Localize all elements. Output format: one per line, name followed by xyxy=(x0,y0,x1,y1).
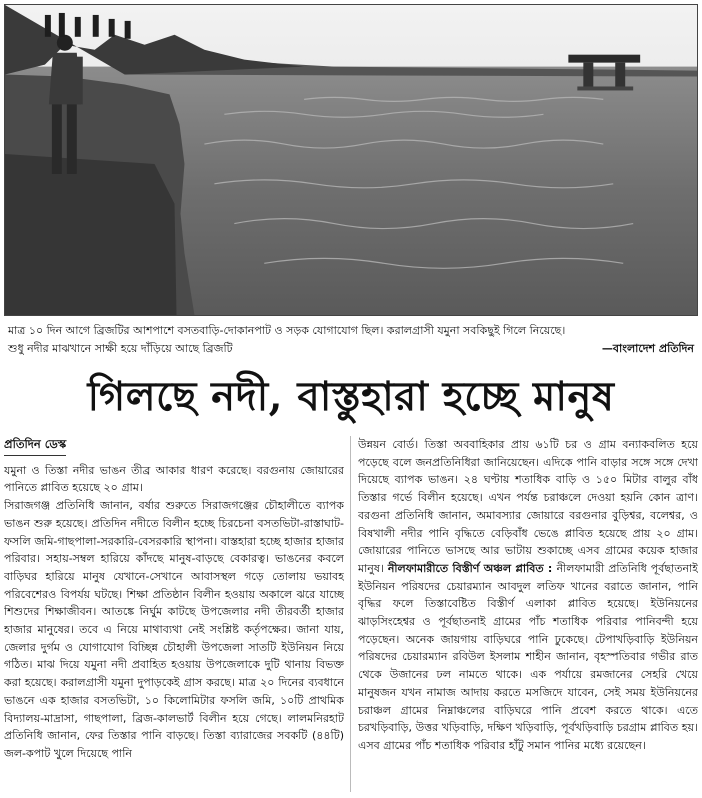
headline: গিলছে নদী, বাস্তুহারা হচ্ছে মানুষ xyxy=(87,373,615,420)
article-column-left xyxy=(4,436,344,792)
news-photo xyxy=(4,4,698,316)
caption-line-1: মাত্র ১০ দিন আগে ব্রিজটির আশপাশে বসতবাড়ি-দোকানপাট ও সড়ক যোগাযোগ ছিল। করালগ্রাসী যমুনা সবকিছুই গিলে নিয়েছে। xyxy=(8,324,566,337)
photo-caption xyxy=(4,320,698,364)
paragraph-intro: যমুনা ও তিস্তা নদীর ভাঙন তীব্র আকার ধারণ করেছে। বরগুনায় জোয়ারের পানিতে প্লাবিত হয়েছে ২০ গ্রাম। xyxy=(4,463,344,495)
subhead-nilphamari: নীলফামারীতে বিস্তীর্ণ অঞ্চল প্লাবিত : xyxy=(387,561,557,575)
paragraph-continued xyxy=(358,436,698,755)
paragraph-teesta: উন্নয়ন বোর্ড। তিস্তা অববাহিকার প্রায় ৬১টি চর ও গ্রাম বন্যাকবলিত হয়ে পড়েছে বলে জনপ্রতিনিধিরা জানিয়েছেন। এদিকে পানি বাড়ার সঙ্গে সঙ্গে দেখা দিয়েছে ব্যাপক ভাঙন। ২৪ ঘণ্টায় শতাধিক বাড়ি ও ১৫০ মিটার বালুর বাঁধ তিস্তার গর্ভে বিলীন হয়েছে। এখন পর্যন্ত চরাঞ্চলে দেওয়া হয়নি কোন ত্রাণ। বরগুনা প্রতিনিধি জানান, অমাবস্যার জোয়ারে বরগুনার বুড়িশ্বর, বলেশ্বর, ও বিষখালী নদীর পানি বৃদ্ধিতে বেড়িবাঁধ ভেঙে প্লাবিত হয়েছে প্রায় ২০ গ্রাম। জোয়ারের পানিতে ভাসছে আর ভাটায় শুকাচ্ছে এসব গ্রামের কয়েক হাজার মানুষ। xyxy=(358,438,698,575)
photo-credit: —বাংলাদেশ প্রতিদিন xyxy=(601,342,694,355)
article-column-right xyxy=(358,436,698,792)
paragraph-sirajganj: সিরাজগঞ্জ প্রতিনিধি জানান, বর্ষার শুরুতে সিরাজগঞ্জের চৌহালীতে ব্যাপক ভাঙন শুরু হয়েছে। প্রতিদিন নদীতে বিলীন হচ্ছে চিরচেনা বসতভিটা-রাস্তাঘাট-ফসলি জমি-গাছপালা-সরকারি-বেসরকারি স্থাপনা। বাস্তহারা হচ্ছে হাজার হাজার পরিবার। সহায়-সম্বল হারিয়ে কাঁদছে মানুষ-বাড়ছে বেকারত্ব। ভাঙনের কবলে বাড়িঘর হারিয়ে মানুষ যেখানে-সেখানে আবাসস্থল গড়ে তোলায় ভয়াবহ পরিবেশেরও বিপর্যয় ঘটছে। শিক্ষা প্রতিষ্ঠান বিলীন হওয়ায় অকালে ঝরে যাচ্ছে শিশুদের শিক্ষাজীবন। আতঙ্কে নির্ঘুম কাটছে উপজেলার নদী তীরবর্তী হাজার হাজার মানুষের। তবে এ নিয়ে মাথাব্যথা নেই সংশ্লিষ্ট কর্তৃপক্ষের। জানা যায়, জেলার দুর্গম ও যোগাযোগ বিচ্ছিন্ন চৌহালী উপজেলা সাতটি ইউনিয়ন নিয়ে গঠিত। মাঝ দিয়ে যমুনা নদী প্রবাহিত হওয়ায় উপজেলাকে দুটি থানায় বিভক্ত করা হয়েছে। করালগ্রাসী যমুনা দুপাড়কেই গ্রাস করছে। মাত্র ২০ দিনের ব্যবধানে ভাঙনে এক হাজার বসতভিটা, ১০ কিলোমিটার ফসলি জমি, ১০টি প্রাথমিক বিদ্যালয়-মাদ্রাসা, গাছপালা, ব্রিজ-কালভার্ট বিলীন হয়ে গেছে। লালমনিরহাট প্রতিনিধি জানান, ফের তিস্তার পানি বাড়ছে। তিস্তা ব্যারাজের সবকটি (৪৪টি) জল-কপাট খুলে দিয়েছে পানি xyxy=(4,499,344,760)
paragraph-nilphamari: নীলফামারী প্রতিনিধি পূর্বছাতনাই ইউনিয়ন পরিষদের চেয়ারম্যান আবদুল লতিফ খানের বরাতে জানান, পানি বৃদ্ধির ফলে তিস্তাবেষ্টিত বিস্তীর্ণ এলাকা প্লাবিত হয়েছে। ইউনিয়নের ঝাড়সিংহেশ্বর ও পূর্বছাতনাই গ্রামের পাঁচ শতাধিক পরিবার পানিবন্দী হয়ে পড়েছেন। অনেক জায়গায় বাড়িঘরে পানি ঢুকেছে। টেপাখড়িবাড়ি ইউনিয়ন পরিষদের চেয়ারম্যান রবিউল ইসলাম শাহীন জানান, বৃহস্পতিবার গভীর রাত থেকে উজানের ঢল নামতে থাকে। এক পর্যায়ে রমজানের সেহরি খেয়ে মানুষজন যখন নামাজ আদায় করতে মসজিদে যাবেন, সেই সময় ইউনিয়নের চরাঞ্চল গ্রামের নিম্নাঞ্চলের বাড়িঘরে পানি প্রবেশ করতে থাকে। এতে চরখড়িবাড়ি, উত্তর খড়িবাড়ি, দক্ষিণ খড়িবাড়ি, পূর্বখড়িবাড়ি চরগ্রাম প্লাবিত হয়। এসব গ্রামের পাঁচ শতাধিক পরিবার হাঁটু সমান পানির মধ্যে রয়েছেন। xyxy=(358,561,698,752)
river-erosion-photo xyxy=(5,5,697,315)
column-divider xyxy=(350,436,351,792)
byline: প্রতিদিন ডেস্ক xyxy=(4,436,66,456)
caption-line-2: শুধু নদীর মাঝখানে সাক্ষী হয়ে দাঁড়িয়ে আছে ব্রিজটি xyxy=(8,342,233,355)
